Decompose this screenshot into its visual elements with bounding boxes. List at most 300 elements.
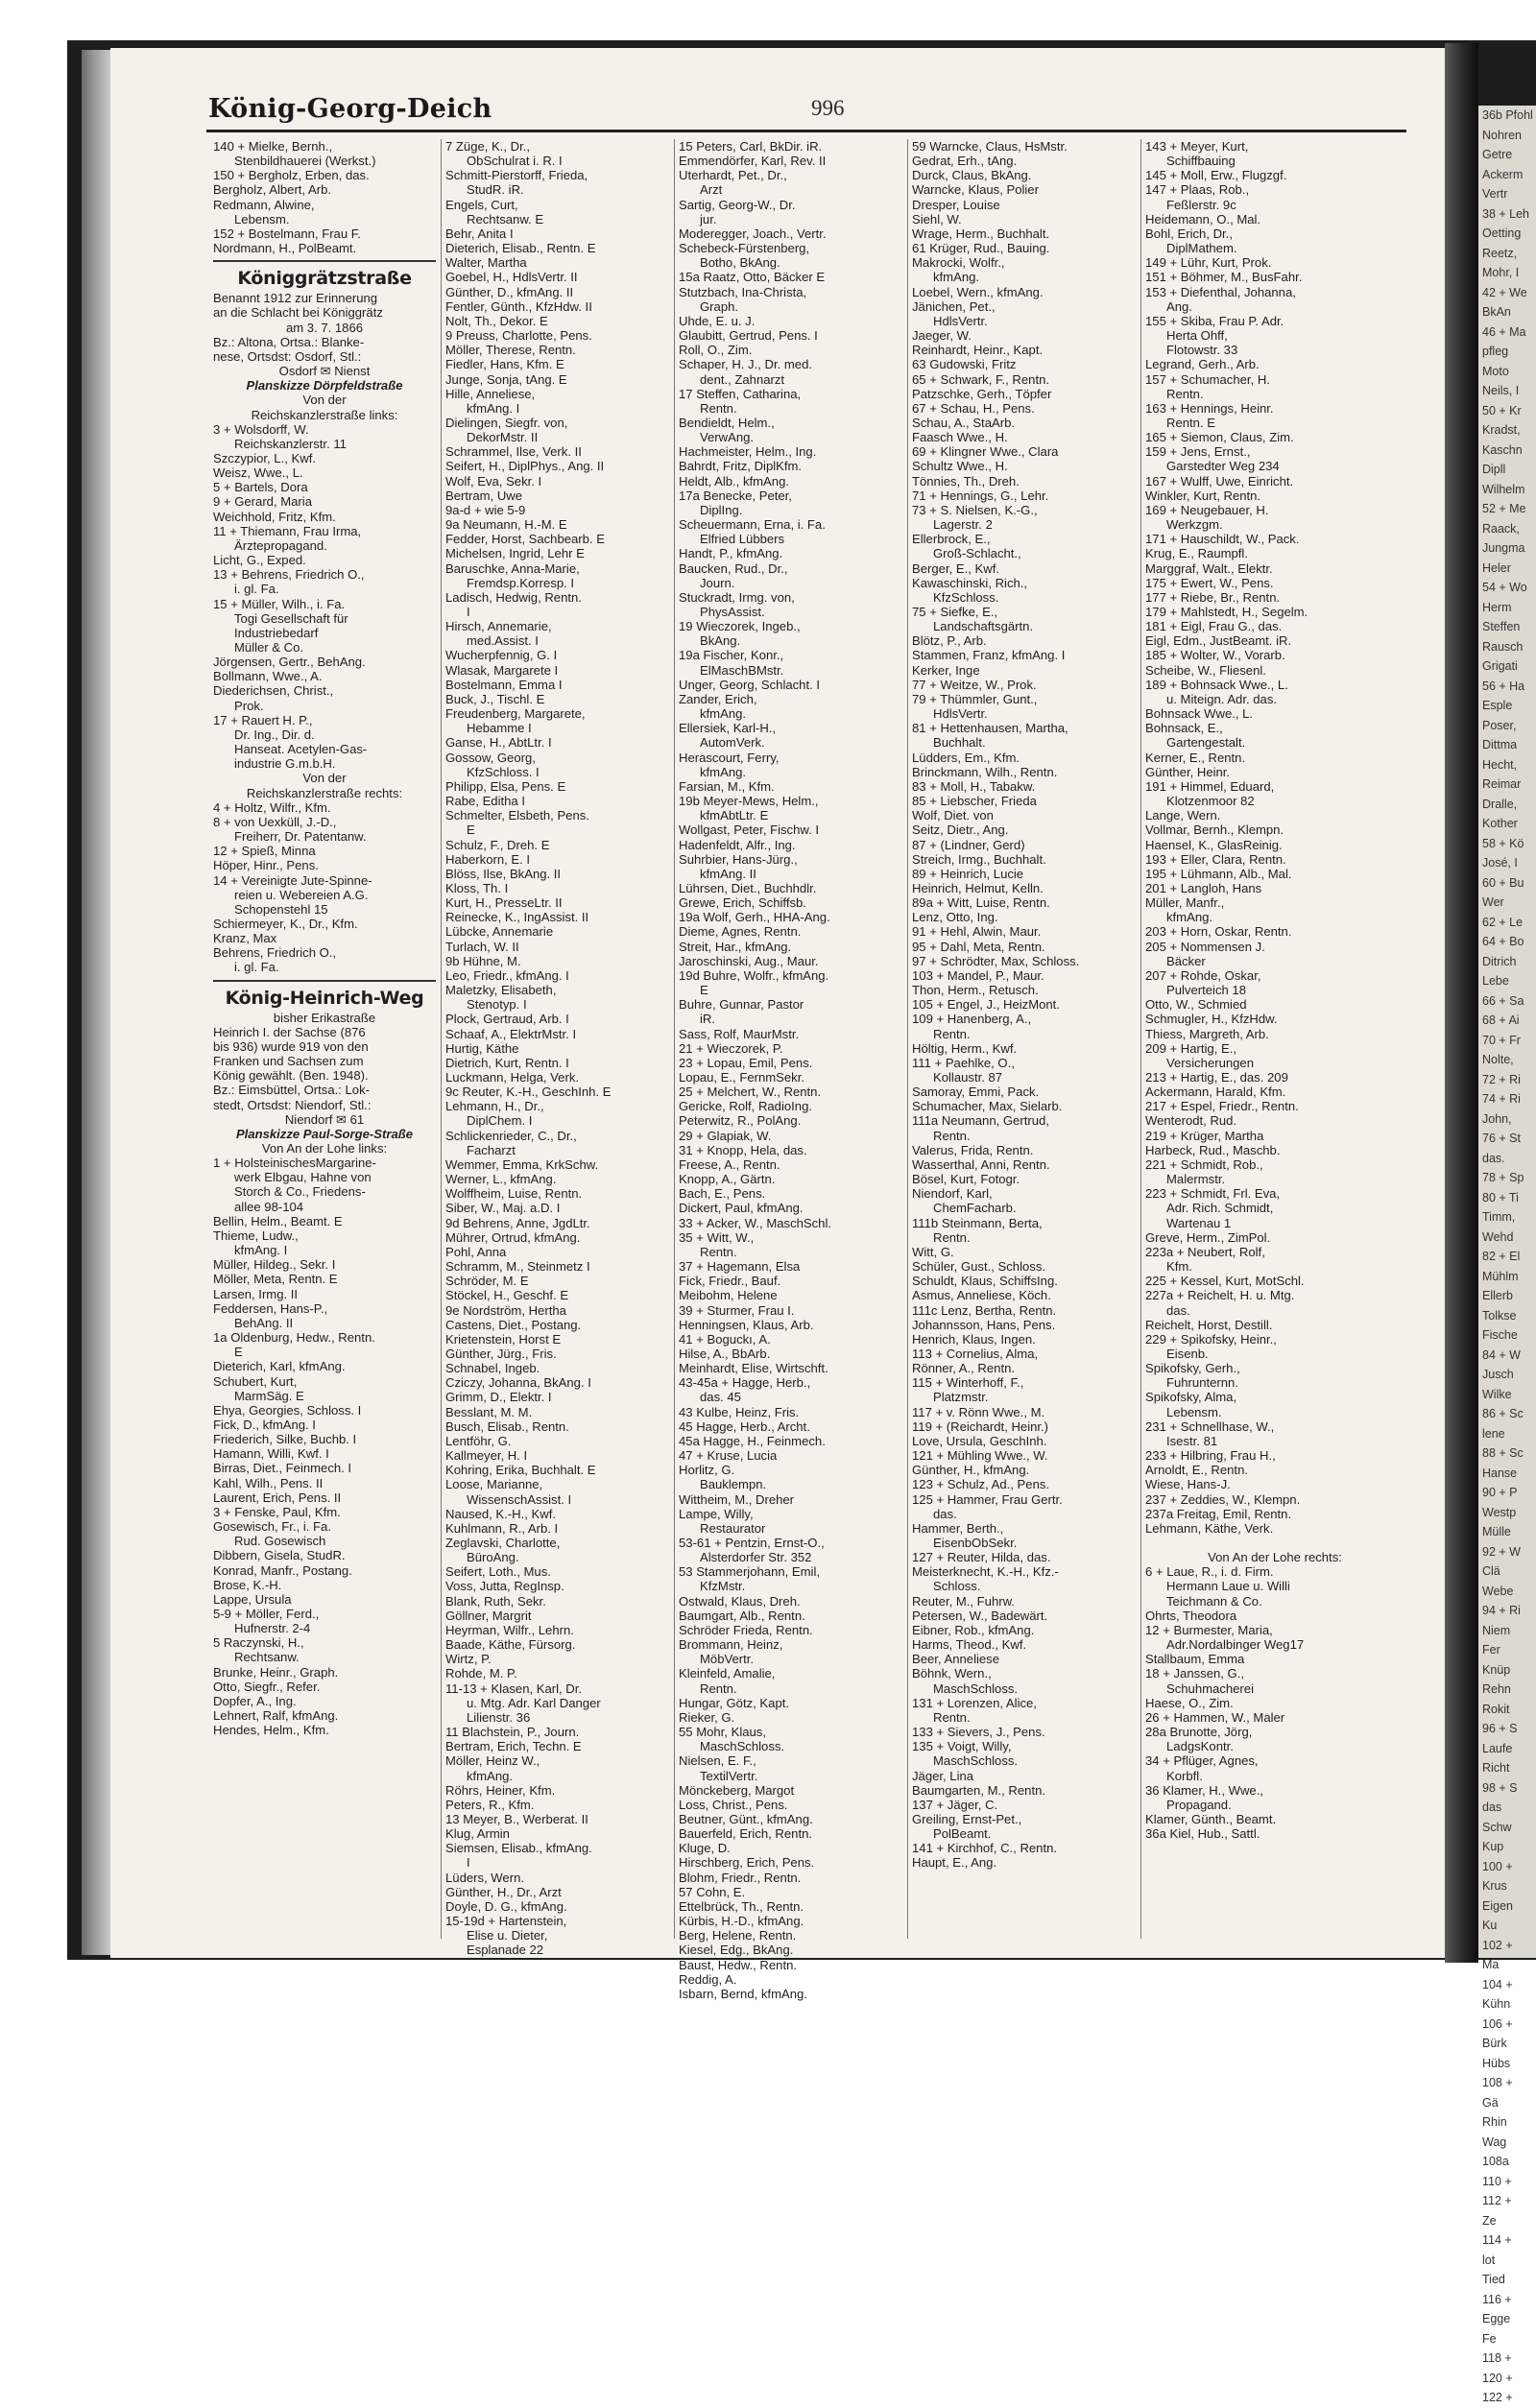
street-note: Reichskanzlerstraße rechts: xyxy=(246,785,403,800)
directory-entry: Schüler, Gust., Schloss. xyxy=(912,1259,1045,1275)
next-page-fragment-line: Timm, xyxy=(1482,1210,1516,1224)
entry-continuation: Garstedter Weg 234 xyxy=(1166,459,1280,474)
next-page-fragment-line: Nohren xyxy=(1482,128,1522,142)
entry-continuation: EisenbObSekr. xyxy=(933,1536,1018,1550)
directory-entry: Cziczy, Johanna, BkAng. I xyxy=(445,1375,591,1391)
directory-entry: Zander, Erich, xyxy=(679,691,757,706)
directory-entry: Höper, Hinr., Pens. xyxy=(213,858,319,873)
directory-column-1 xyxy=(213,139,436,1943)
entry-continuation: Rentn. xyxy=(700,1244,737,1259)
directory-entry: 111b Steinmann, Berta, xyxy=(912,1215,1043,1230)
directory-entry: 131 + Lorenzen, Alice, xyxy=(912,1695,1037,1710)
directory-entry: Moderegger, Joach., Vertr. xyxy=(679,226,827,241)
directory-entry: nese, Ortsdst: Osdorf, Stl.: xyxy=(213,348,362,364)
running-head xyxy=(197,94,1411,132)
directory-entry: 59 Warncke, Claus, HsMstr. xyxy=(912,139,1068,154)
next-page-fragment-line: Raack, xyxy=(1482,521,1520,536)
directory-entry: Goebel, H., HdlsVertr. II xyxy=(445,270,578,285)
directory-entry: Lührsen, Diet., Buchhdlr. xyxy=(679,880,817,895)
entry-continuation: Malermstr. xyxy=(1166,1172,1226,1187)
directory-entry: Hirschberg, Erich, Pens. xyxy=(679,1855,815,1871)
entry-continuation: Dr. Ing., Dir. d. xyxy=(234,727,315,742)
entry-continuation: Bauklempn. xyxy=(700,1477,767,1492)
directory-entry: Lüders, Wern. xyxy=(445,1870,524,1885)
directory-entry: Bergholz, Albert, Arb. xyxy=(213,182,332,198)
directory-entry: Böhnk, Wern., xyxy=(912,1666,992,1681)
next-page-fragment-line: Jusch xyxy=(1482,1368,1514,1381)
entry-continuation: jur. xyxy=(700,211,717,226)
directory-column-4 xyxy=(912,139,1135,1943)
directory-entry: Baruschke, Anna-Marie, xyxy=(445,560,580,576)
entry-continuation: Müller & Co. xyxy=(234,640,304,655)
directory-entry: Dresper, Louise xyxy=(912,197,1000,212)
entry-continuation: E xyxy=(234,1345,243,1360)
directory-entry: Wenterodt, Rud. xyxy=(1145,1113,1237,1129)
directory-entry: Hille, Anneliese, xyxy=(445,386,536,401)
directory-entry: Freese, A., Rentn. xyxy=(679,1156,780,1172)
directory-entry: Reuter, M., Fuhrw. xyxy=(912,1593,1015,1609)
directory-entry: Wolf, Eva, Sekr. I xyxy=(445,473,542,489)
directory-entry: 85 + Liebscher, Frieda xyxy=(912,794,1037,809)
directory-entry: Ohrts, Theodora xyxy=(1145,1608,1237,1623)
directory-entry: 115 + Winterhoff, F., xyxy=(912,1375,1024,1391)
directory-entry: 143 + Meyer, Kurt, xyxy=(1145,139,1249,154)
directory-entry: Dieme, Agnes, Rentn. xyxy=(679,924,802,940)
entry-continuation: Lebensm. xyxy=(1166,1404,1222,1419)
entry-continuation: StudR. iR. xyxy=(467,182,524,198)
next-page-fragment-line: Ditrich xyxy=(1482,954,1517,968)
directory-entry: 21 + Wieczorek, P. xyxy=(679,1040,783,1056)
directory-entry: Wollgast, Peter, Fischw. I xyxy=(679,823,820,838)
directory-entry: Voss, Jutta, RegInsp. xyxy=(445,1579,564,1594)
directory-entry: Kerner, E., Rentn. xyxy=(1145,750,1246,765)
next-page-fragment-line: Ma xyxy=(1482,1958,1500,1971)
next-page-fragment xyxy=(1478,106,1536,2404)
next-page-fragment-line: 46 + Ma xyxy=(1482,324,1526,339)
entry-continuation: Flotowstr. 33 xyxy=(1166,343,1238,358)
directory-entry: Heinrich I. der Sachse (876 xyxy=(213,1024,366,1039)
entry-continuation: Alsterdorfer Str. 352 xyxy=(700,1550,812,1565)
directory-entry: Pohl, Anna xyxy=(445,1244,507,1259)
directory-entry: Bellin, Helm., Beamt. E xyxy=(213,1213,343,1228)
entry-continuation: das. 45 xyxy=(700,1390,741,1405)
next-page-fragment-line: Lebe xyxy=(1482,974,1509,988)
entry-continuation: Togi Gesellschaft für xyxy=(234,610,348,626)
next-page-fragment-line: Schw xyxy=(1482,1820,1512,1834)
entry-continuation: Hebamme I xyxy=(467,721,532,736)
directory-entry: Wucherpfennig, G. I xyxy=(445,648,558,663)
directory-entry: 69 + Klingner Wwe., Clara xyxy=(912,444,1059,460)
directory-entry: 15 + Müller, Wilh., i. Fa. xyxy=(213,596,346,611)
directory-entry: Heldt, Alb., kfmAng. xyxy=(679,473,789,489)
directory-entry: Schiermeyer, K., Dr., Kfm. xyxy=(213,916,358,931)
directory-entry: Horlitz, G. xyxy=(679,1463,735,1478)
directory-entry: Blötz, P., Arb. xyxy=(912,633,987,649)
directory-entry: 35 + Witt, W., xyxy=(679,1229,755,1245)
entry-continuation: med.Assist. I xyxy=(467,633,539,649)
directory-entry: Siehl, W. xyxy=(912,211,962,226)
directory-entry: Meisterknecht, K.-H., Kfz.- xyxy=(912,1564,1059,1580)
directory-entry: Buhre, Gunnar, Pastor xyxy=(679,997,804,1013)
next-page-fragment-line: Wer xyxy=(1482,895,1504,909)
entry-continuation: Schiffbauing xyxy=(1166,154,1236,169)
directory-entry: 12 + Burmester, Maria, xyxy=(1145,1622,1273,1637)
directory-entry: Benannt 1912 zur Erinnerung xyxy=(213,291,378,306)
next-page-fragment-line: 56 + Ha xyxy=(1482,679,1525,693)
directory-entry: 237 + Zeddies, W., Klempn. xyxy=(1145,1491,1301,1507)
directory-entry: Arnoldt, E., Rentn. xyxy=(1145,1463,1248,1478)
directory-entry: 175 + Ewert, W., Pens. xyxy=(1145,575,1274,590)
directory-entry: Bohl, Erich, Dr., xyxy=(1145,226,1233,241)
directory-entry: Baumgart, Alb., Rentn. xyxy=(679,1608,805,1623)
next-page-fragment-line: Fe xyxy=(1482,2331,1497,2346)
directory-entry: 57 Cohn, E. xyxy=(679,1884,746,1899)
entry-continuation: VerwAng. xyxy=(700,430,755,445)
entry-continuation: Fuhrunternn. xyxy=(1166,1375,1238,1391)
directory-entry: 7 Züge, K., Dr., xyxy=(445,139,531,154)
directory-entry: Stutzbach, Ina-Christa, xyxy=(679,284,807,299)
next-page-fragment-line: 42 + We xyxy=(1482,285,1527,299)
next-page-fragment-line: 112 + xyxy=(1482,2194,1512,2207)
directory-entry: 9e Nordström, Hertha xyxy=(445,1302,566,1318)
directory-entry: Bauerfeld, Erich, Rentn. xyxy=(679,1826,813,1842)
directory-entry: Patzschke, Gerh., Töpfer xyxy=(912,386,1052,401)
directory-entry: 53 Stammerjohann, Emil, xyxy=(679,1564,821,1580)
entry-continuation: Rentn. xyxy=(933,1709,971,1725)
directory-entry: 61 Krüger, Rud., Bauing. xyxy=(912,241,1050,256)
entry-continuation: kfmAng. xyxy=(1166,910,1213,925)
entry-continuation: dent., Zahnarzt xyxy=(700,371,785,387)
directory-entry: 77 + Weitze, W., Prok. xyxy=(912,677,1037,692)
directory-entry: Gosewisch, Fr., i. Fa. xyxy=(213,1519,331,1535)
directory-column-2 xyxy=(445,139,668,1958)
next-page-fragment-line: Bürk xyxy=(1482,2037,1507,2050)
next-page-fragment-line: José, I xyxy=(1482,856,1518,870)
directory-entry: Bahrdt, Fritz, DiplKfm. xyxy=(679,459,803,474)
next-page-fragment-line: 62 + Le xyxy=(1482,915,1524,929)
directory-entry: 19a Wolf, Gerh., HHA-Ang. xyxy=(679,910,830,925)
next-page-fragment-line: Mülle xyxy=(1482,1525,1511,1538)
next-page-fragment-line: 84 + W xyxy=(1482,1347,1521,1362)
entry-continuation: Kfm. xyxy=(1166,1259,1192,1275)
directory-entry: Licht, G., Exped. xyxy=(213,553,306,568)
next-page-fragment-line: lot xyxy=(1482,2253,1496,2267)
directory-entry: Busch, Elisab., Rentn. xyxy=(445,1419,569,1434)
entry-continuation: Herta Ohff, xyxy=(1166,328,1228,344)
entry-continuation: werk Elbgau, Hahne von xyxy=(234,1170,372,1185)
directory-entry: Wolf, Diet. von xyxy=(912,808,994,823)
directory-entry: Stöckel, H., Geschf. E xyxy=(445,1288,569,1303)
directory-entry: Gericke, Rolf, RadioIng. xyxy=(679,1099,812,1114)
directory-entry: Farsian, M., Kfm. xyxy=(679,778,775,794)
page-number: 996 xyxy=(811,96,845,120)
directory-entry: Schultz Wwe., H. xyxy=(912,459,1008,474)
entry-continuation: Bäcker xyxy=(1166,953,1206,968)
next-page-fragment-line: Ze xyxy=(1482,2213,1497,2228)
directory-entry: 29 + Glapiak, W. xyxy=(679,1128,772,1143)
directory-entry: Tönnies, Th., Dreh. xyxy=(912,473,1020,489)
directory-entry: Loose, Marianne, xyxy=(445,1477,543,1492)
directory-entry: Dickert, Paul, kfmAng. xyxy=(679,1201,804,1216)
directory-entry: Loebel, Wern., kfmAng. xyxy=(912,284,1044,299)
entry-continuation: Elise u. Dieter, xyxy=(467,1928,548,1943)
directory-entry: Gedrat, Erh., tAng. xyxy=(912,154,1018,169)
next-page-fragment-line: Vertr xyxy=(1482,187,1508,201)
directory-entry: Schmugler, H., KfzHdw. xyxy=(1145,1012,1278,1027)
entry-continuation: Adr. Rich. Schmidt, xyxy=(1166,1201,1274,1216)
directory-entry: Reddig, A. xyxy=(679,1971,737,1987)
directory-entry: Faasch Wwe., H. xyxy=(912,430,1008,445)
directory-entry: Blank, Ruth, Sekr. xyxy=(445,1593,546,1609)
directory-entry: Wasserthal, Anni, Rentn. xyxy=(912,1156,1050,1172)
directory-entry: Lübcke, Annemarie xyxy=(445,924,554,940)
directory-entry: Schrammel, Ilse, Verk. II xyxy=(445,444,582,460)
directory-entry: 41 + Boguckı, A. xyxy=(679,1331,771,1347)
directory-entry: Redmann, Alwine, xyxy=(213,197,315,212)
directory-entry: 83 + Moll, H., Tabakw. xyxy=(912,778,1036,794)
entry-continuation: Gartengestalt. xyxy=(1166,735,1246,751)
directory-entry: 117 + v. Rönn Wwe., M. xyxy=(912,1404,1045,1419)
column-divider xyxy=(441,139,442,1939)
entry-continuation: Pulverteich 18 xyxy=(1166,983,1246,998)
entry-continuation: Stenbildhauerei (Werkst.) xyxy=(234,154,376,169)
next-page-fragment-line: 66 + Sa xyxy=(1482,993,1524,1008)
directory-entry: 3 + Wolsdorff, W. xyxy=(213,421,309,437)
entry-continuation: Freiherr, Dr. Patentanw. xyxy=(234,829,367,845)
directory-entry: 123 + Schulz, Ad., Pens. xyxy=(912,1477,1050,1492)
directory-entry: 237a Freitag, Emil, Rentn. xyxy=(1145,1506,1292,1521)
directory-entry: Kallmeyer, H. I xyxy=(445,1448,528,1464)
street-note: Von An der Lohe rechts: xyxy=(1208,1550,1342,1565)
directory-entry: Seitz, Dietr., Ang. xyxy=(912,823,1009,838)
directory-entry: Rönner, A., Rentn. xyxy=(912,1361,1015,1376)
directory-entry: Reinhardt, Heinr., Kapt. xyxy=(912,343,1044,358)
directory-entry: 81 + Hettenhausen, Martha, xyxy=(912,721,1068,736)
entry-continuation: WissenschAssist. I xyxy=(467,1491,572,1507)
next-page-fragment-line: Kühn xyxy=(1482,1997,1511,2011)
directory-entry: Seifert, Loth., Mus. xyxy=(445,1564,551,1580)
directory-entry: 19b Meyer-Mews, Helm., xyxy=(679,794,819,809)
next-page-fragment-line: Kradst, xyxy=(1482,423,1521,437)
directory-entry: Schulz, F., Dreh. E xyxy=(445,837,550,852)
entry-continuation: reien u. Webereien A.G. xyxy=(234,887,369,902)
entry-continuation: Hufnerstr. 2-4 xyxy=(234,1621,311,1636)
directory-entry: Müller, Hildeg., Sekr. I xyxy=(213,1257,336,1273)
directory-entry: Berger, E., Kwf. xyxy=(912,560,999,576)
directory-entry: 205 + Nommensen J. xyxy=(1145,939,1265,954)
directory-entry: Bendieldt, Helm., xyxy=(679,415,775,430)
directory-entry: Szczypior, L., Kwf. xyxy=(213,450,316,465)
directory-entry: 165 + Siemon, Claus, Zim. xyxy=(1145,430,1294,445)
entry-continuation: E xyxy=(700,983,708,998)
directory-entry: Fiedler, Hans, Kfm. E xyxy=(445,357,564,372)
next-page-fragment-line: Steffen xyxy=(1482,620,1521,633)
entry-continuation: TextilVertr. xyxy=(700,1768,758,1783)
directory-entry: 17 Steffen, Catharina, xyxy=(679,386,802,401)
directory-entry: Haese, O., Zim. xyxy=(1145,1695,1234,1710)
directory-entry: 43-45a + Hagge, Herb., xyxy=(679,1375,811,1391)
directory-entry: Fick, D., kfmAng. I xyxy=(213,1417,316,1432)
next-page-fragment-line: Nolte, xyxy=(1482,1053,1514,1066)
next-page-fragment-line: Webe xyxy=(1482,1584,1514,1598)
street-note: bisher Erikastraße xyxy=(273,1010,376,1025)
directory-entry: Bollmann, Wwe., A. xyxy=(213,669,323,684)
directory-entry: 13 Meyer, B., Werberat. II xyxy=(445,1811,588,1826)
directory-entry: Schaaf, A., ElektrMstr. I xyxy=(445,1026,577,1041)
directory-entry: Makrocki, Wolfr., xyxy=(912,255,1005,271)
entry-continuation: Lebensm. xyxy=(234,211,290,226)
directory-entry: 28a Brunotte, Jörg, xyxy=(1145,1725,1253,1740)
directory-entry: Weisz, Wwe., L. xyxy=(213,465,303,481)
directory-entry: 39 + Sturmer, Frau I. xyxy=(679,1302,795,1318)
next-page-fragment-line: Richt xyxy=(1482,1761,1510,1775)
directory-entry: 157 + Schumacher, H. xyxy=(1145,371,1270,387)
directory-entry: Warncke, Klaus, Polier xyxy=(912,182,1039,198)
directory-entry: Wiese, Hans-J. xyxy=(1145,1477,1231,1492)
street-note: Reichskanzlerstraße links: xyxy=(251,407,398,422)
directory-entry: Freudenberg, Margarete, xyxy=(445,706,586,722)
directory-entry: 6 + Laue, R., i. d. Firm. xyxy=(1145,1564,1274,1580)
directory-entry: Schebeck-Fürstenberg, xyxy=(679,241,810,256)
next-page-fragment-line: 38 + Leh xyxy=(1482,206,1530,221)
directory-entry: 151 + Böhmer, M., BusFahr. xyxy=(1145,270,1303,285)
entry-continuation: Stenotyp. I xyxy=(467,997,527,1013)
directory-entry: 185 + Wolter, W., Vorarb. xyxy=(1145,648,1285,663)
directory-entry: 203 + Horn, Oskar, Rentn. xyxy=(1145,924,1292,940)
directory-entry: 12 + Spieß, Minna xyxy=(213,844,316,859)
directory-entry: Klug, Armin xyxy=(445,1826,510,1842)
next-page-fragment-line: 106 + xyxy=(1482,2016,1513,2031)
directory-entry: Bohnsack, E., xyxy=(1145,721,1223,736)
next-page-fragment-line: lene xyxy=(1482,1426,1505,1441)
directory-entry: 47 + Kruse, Lucia xyxy=(679,1448,778,1464)
directory-entry: 177 + Riebe, Br., Rentn. xyxy=(1145,589,1281,605)
directory-entry: Günther, D., kfmAng. II xyxy=(445,284,574,299)
next-page-fragment-line: 80 + Ti xyxy=(1482,1190,1519,1204)
page-title: König-Georg-Deich xyxy=(208,94,492,124)
entry-continuation: DiplChem. I xyxy=(467,1113,533,1129)
directory-entry: Schnabel, Ingeb. xyxy=(445,1361,540,1376)
directory-entry: 3 + Fenske, Paul, Kfm. xyxy=(213,1504,341,1519)
directory-entry: Mührer, Ortrud, kfmAng. xyxy=(445,1229,581,1245)
entry-continuation: HdlsVertr. xyxy=(933,706,988,722)
directory-entry: Lenz, Otto, Ing. xyxy=(912,910,998,925)
next-page-fragment-line: Dralle, xyxy=(1482,797,1518,811)
directory-entry: 1 + HolsteinischesMargarine- xyxy=(213,1156,376,1171)
entry-continuation: Rentn. xyxy=(700,1681,737,1696)
entry-continuation: das. xyxy=(933,1506,957,1521)
next-page-fragment-line: 104 + xyxy=(1482,1977,1513,1991)
directory-entry: Bertram, Uwe xyxy=(445,488,523,503)
entry-continuation: I xyxy=(467,1855,470,1871)
directory-entry: 89 + Heinrich, Lucie xyxy=(912,866,1024,881)
directory-entry: 193 + Eller, Clara, Rentn. xyxy=(1145,851,1286,867)
next-page-fragment-line: Ackerm xyxy=(1482,167,1524,181)
directory-entry: 141 + Kirchhof, C., Rentn. xyxy=(912,1841,1058,1856)
directory-entry: 125 + Hammer, Frau Gertr. xyxy=(912,1491,1063,1507)
directory-entry: Wolffheim, Luise, Rentn. xyxy=(445,1186,583,1202)
directory-entry: 127 + Reuter, Hilda, das. xyxy=(912,1550,1051,1565)
directory-entry: 225 + Kessel, Kurt, MotSchl. xyxy=(1145,1274,1305,1289)
entry-continuation: ChemFacharb. xyxy=(933,1201,1017,1216)
directory-entry: Lehmann, Käthe, Verk. xyxy=(1145,1520,1274,1536)
entry-continuation: Facharzt xyxy=(467,1142,516,1157)
directory-entry: Uterhardt, Pet., Dr., xyxy=(679,168,787,183)
directory-entry: Friederich, Silke, Buchb. I xyxy=(213,1432,357,1447)
next-page-fragment-line: 92 + W xyxy=(1482,1544,1521,1559)
directory-entry: 9c Reuter, K.-H., GeschInh. E xyxy=(445,1085,612,1100)
next-page-fragment-line: Mühlm xyxy=(1482,1269,1519,1283)
entry-continuation: Lagerstr. 2 xyxy=(933,517,993,533)
directory-entry: 119 + (Reichardt, Heinr.) xyxy=(912,1419,1049,1434)
entry-continuation: Klotzenmoor 82 xyxy=(1166,794,1255,809)
entry-continuation: MaschSchloss. xyxy=(700,1739,785,1754)
next-page-fragment-line: Kup xyxy=(1482,1840,1504,1853)
entry-continuation: Esplanade 22 xyxy=(467,1943,544,1958)
directory-entry: Möller, Therese, Rentn. xyxy=(445,343,576,358)
directory-entry: Nielsen, E. F., xyxy=(679,1753,756,1769)
directory-column-5 xyxy=(1145,139,1404,1943)
directory-entry: 1a Oldenburg, Hedw., Rentn. xyxy=(213,1330,375,1346)
directory-entry: Haensel, K., GlasReinig. xyxy=(1145,837,1283,852)
entry-continuation: Wartenau 1 xyxy=(1166,1215,1232,1230)
directory-entry: Bz.: Eimsbüttel, Ortsa.: Lok- xyxy=(213,1083,370,1098)
directory-entry: 111a Neumann, Gertrud, xyxy=(912,1113,1049,1129)
directory-entry: 45a Hagge, H., Feinmech. xyxy=(679,1433,826,1448)
directory-entry: 111c Lenz, Bertha, Rentn. xyxy=(912,1302,1057,1318)
next-page-fragment-line: Clä xyxy=(1482,1564,1500,1578)
next-page-fragment-line: 68 + Ai xyxy=(1482,1013,1520,1027)
next-page-fragment-line: John, xyxy=(1482,1111,1512,1126)
entry-continuation: Platzmstr. xyxy=(933,1390,989,1405)
next-page-fragment-line: 118 + xyxy=(1482,2351,1512,2365)
entry-continuation: Rentn. xyxy=(933,1128,971,1143)
entry-continuation: Schloss. xyxy=(933,1579,981,1594)
directory-entry: Leo, Friedr., kfmAng. I xyxy=(445,967,569,983)
next-page-fragment-line: Tolkse xyxy=(1482,1308,1517,1323)
next-page-fragment-line: Esple xyxy=(1482,699,1513,712)
entry-continuation: AutomVerk. xyxy=(700,735,765,751)
directory-entry: Petersen, W., Badewärt. xyxy=(912,1608,1048,1623)
next-page-fragment-line: 64 + Bo xyxy=(1482,935,1524,948)
directory-entry: Larsen, Irmg. II xyxy=(213,1286,299,1301)
directory-entry: 87 + (Lindner, Gerd) xyxy=(912,837,1025,852)
directory-entry: 23 + Lopau, Emil, Pens. xyxy=(679,1055,813,1070)
next-page-fragment-line: Fische xyxy=(1482,1328,1518,1342)
next-page-fragment-line: Reetz, xyxy=(1482,246,1518,260)
directory-entry: Greve, Herm., ZimPol. xyxy=(1145,1229,1271,1245)
plan-sketch-note: Planskizze Dörpfeldstraße xyxy=(246,378,403,393)
directory-entry: Thiess, Margreth, Arb. xyxy=(1145,1026,1269,1041)
directory-entry: Samoray, Emmi, Pack. xyxy=(912,1085,1040,1100)
directory-entry: 89a + Witt, Luise, Rentn. xyxy=(912,895,1050,911)
entry-continuation: BehAng. II xyxy=(234,1315,294,1330)
entry-continuation: Rechtsanw. xyxy=(234,1650,300,1665)
directory-entry: Franken und Sachsen zum xyxy=(213,1054,364,1069)
directory-entry: Doyle, D. G., kfmAng. xyxy=(445,1898,567,1914)
directory-entry: Jäger, Lina xyxy=(912,1768,974,1783)
next-page-fragment-line: Hecht, xyxy=(1482,757,1518,772)
entry-continuation: Rechtsanw. E xyxy=(467,211,544,226)
directory-entry: 163 + Hennings, Heinr. xyxy=(1145,400,1274,416)
entry-continuation: Rentn. xyxy=(1166,386,1204,401)
directory-entry: Lappe, Ursula xyxy=(213,1591,292,1607)
directory-entry: Rieker, G. xyxy=(679,1709,735,1725)
plan-sketch-note: Planskizze Paul-Sorge-Straße xyxy=(235,1126,414,1141)
entry-continuation: Kollaustr. 87 xyxy=(933,1070,1003,1085)
directory-entry: Günther, Jürg., Fris. xyxy=(445,1346,557,1361)
directory-entry: 191 + Himmel, Eduard, xyxy=(1145,778,1275,794)
